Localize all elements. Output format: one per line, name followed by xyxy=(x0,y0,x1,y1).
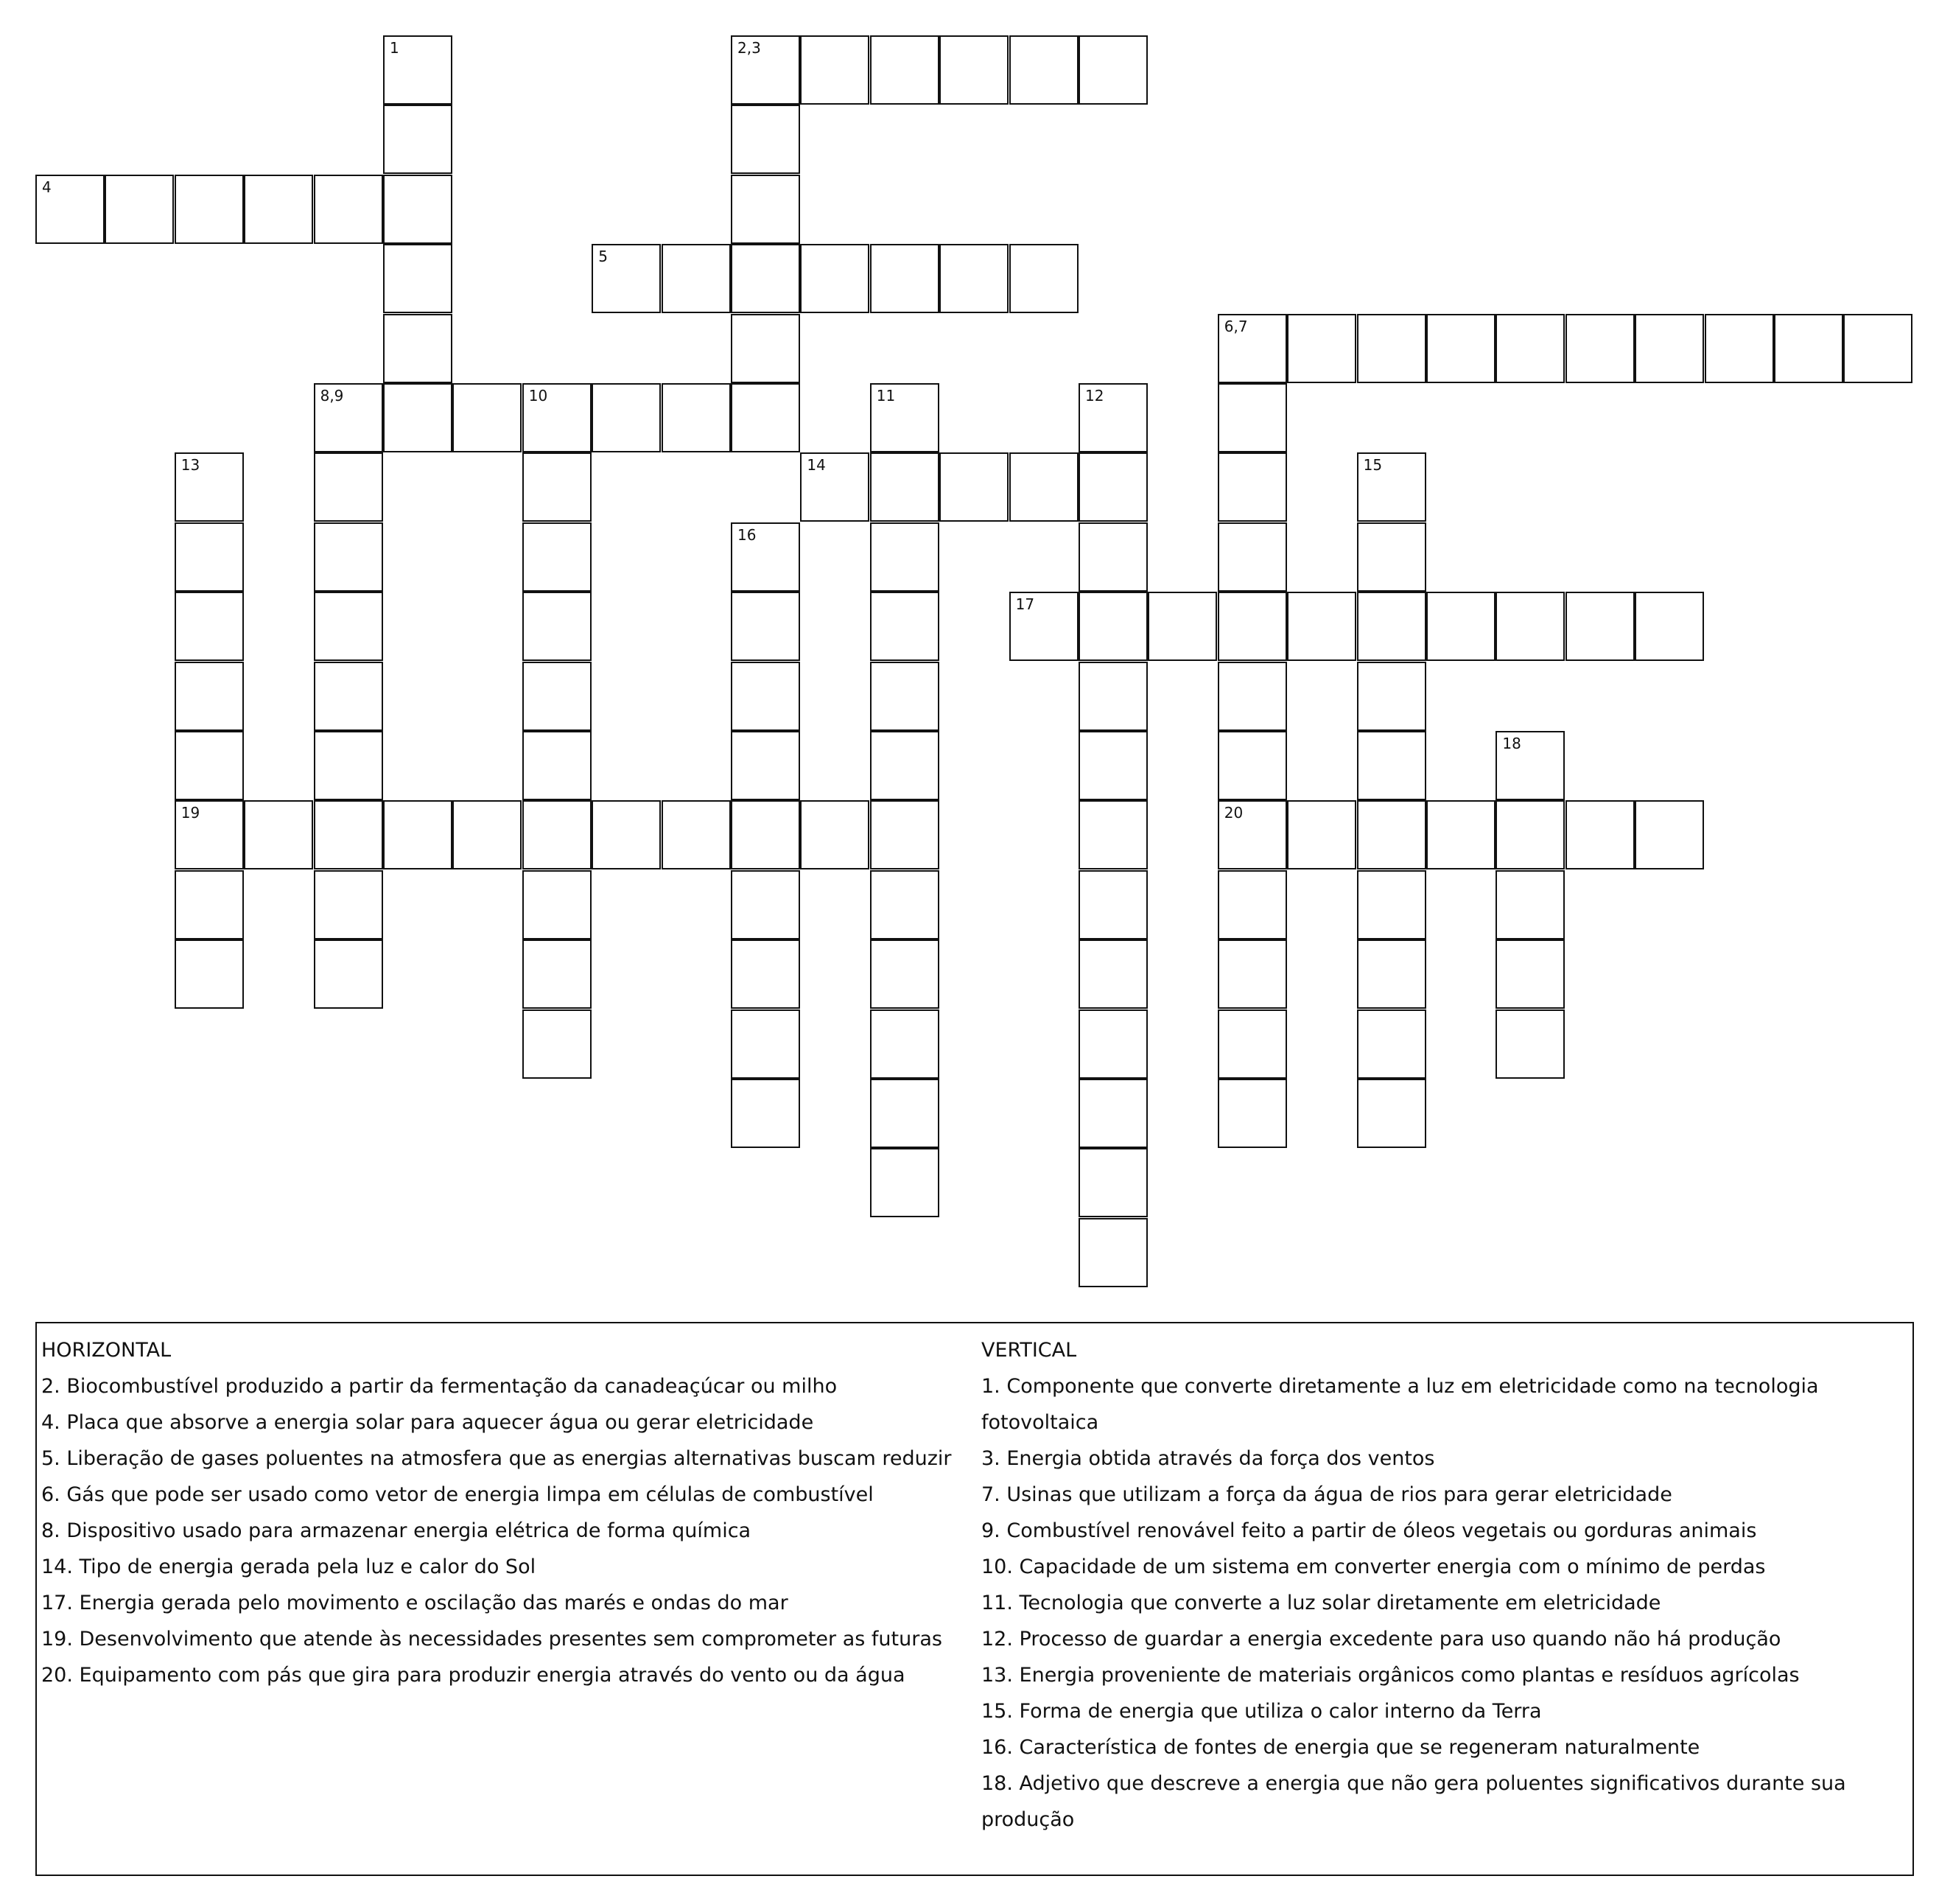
grid-cell[interactable] xyxy=(870,1148,939,1217)
clue-text: 20. Equipamento com pás que gira para produzir energia através do vento ou da água xyxy=(41,1664,905,1687)
grid-cell[interactable] xyxy=(1565,800,1635,869)
grid-cell[interactable] xyxy=(1357,1009,1426,1079)
grid-cell[interactable] xyxy=(1426,592,1496,661)
grid-cell[interactable] xyxy=(1079,452,1148,522)
grid-cell[interactable] xyxy=(314,731,383,800)
horizontal-clues xyxy=(41,1332,977,1693)
grid-cell[interactable] xyxy=(1079,522,1148,592)
grid-cell[interactable] xyxy=(244,800,313,869)
horizontal-heading: HORIZONTAL xyxy=(41,1339,172,1362)
clue-number: 20 xyxy=(1224,804,1244,822)
grid-cell[interactable] xyxy=(870,244,939,313)
grid-cell[interactable] xyxy=(175,939,244,1009)
clue-text: 5. Liberação de gases poluentes na atmosfera que as energias alternativas buscam reduzir xyxy=(41,1447,952,1470)
clue-text: 9. Combustível renovável feito a partir de óleos vegetais ou gorduras animais xyxy=(981,1519,1757,1542)
grid-cell[interactable] xyxy=(383,383,452,452)
clue-number: 5 xyxy=(598,248,608,266)
grid-cell[interactable] xyxy=(870,1079,939,1148)
grid-cell[interactable] xyxy=(1287,314,1356,383)
vertical-clue-list xyxy=(981,1368,1902,1838)
grid-cell[interactable] xyxy=(175,731,244,800)
grid-cell[interactable] xyxy=(1009,35,1079,105)
grid-cell[interactable] xyxy=(592,800,661,869)
grid-cell[interactable] xyxy=(1496,1009,1565,1079)
grid-cell[interactable] xyxy=(1426,314,1496,383)
grid-cell[interactable] xyxy=(1218,662,1287,731)
grid-cell[interactable] xyxy=(731,731,800,800)
grid-cell[interactable] xyxy=(383,244,452,313)
grid-cell[interactable] xyxy=(731,383,800,452)
grid-cell[interactable] xyxy=(1079,592,1148,661)
grid-cell[interactable] xyxy=(1218,452,1287,522)
grid-cell[interactable] xyxy=(1218,731,1287,800)
grid-cell[interactable] xyxy=(939,452,1009,522)
clue-text: 4. Placa que absorve a energia solar para aquecer água ou gerar eletricidade xyxy=(41,1411,814,1434)
clue-text: 14. Tipo de energia gerada pela luz e calor do Sol xyxy=(41,1555,536,1578)
grid-cell[interactable] xyxy=(522,870,592,939)
clue-number: 8,9 xyxy=(320,387,344,405)
grid-cell[interactable] xyxy=(175,662,244,731)
clue-cell-1[interactable] xyxy=(383,35,452,105)
horizontal-clue-list xyxy=(41,1368,977,1693)
grid-cell[interactable] xyxy=(939,244,1009,313)
clue-cell-8-9[interactable] xyxy=(314,383,383,452)
clue-text: 8. Dispositivo usado para armazenar energia elétrica de forma química xyxy=(41,1519,751,1542)
clue-text: 12. Processo de guardar a energia excedente para uso quando não há produção xyxy=(981,1628,1781,1651)
grid-cell[interactable] xyxy=(1079,1218,1148,1287)
grid-cell[interactable] xyxy=(662,244,731,313)
clue-text: 7. Usinas que utilizam a força da água de rios para gerar eletricidade xyxy=(981,1483,1672,1506)
grid-cell[interactable] xyxy=(731,105,800,174)
clue-cell-20[interactable] xyxy=(1218,800,1287,869)
grid-cell[interactable] xyxy=(1426,800,1496,869)
grid-cell[interactable] xyxy=(1565,314,1635,383)
grid-cell[interactable] xyxy=(1079,939,1148,1009)
grid-cell[interactable] xyxy=(1635,592,1704,661)
grid-cell[interactable] xyxy=(870,800,939,869)
grid-cell[interactable] xyxy=(1635,314,1704,383)
clue-number: 17 xyxy=(1015,595,1035,614)
clue-cell-11[interactable] xyxy=(870,383,939,452)
clue-number: 10 xyxy=(528,387,548,405)
clue-cell-17[interactable] xyxy=(1009,592,1079,661)
grid-cell[interactable] xyxy=(522,1009,592,1079)
clue-cell-2-3[interactable] xyxy=(731,35,800,105)
grid-cell[interactable] xyxy=(870,731,939,800)
clues-panel xyxy=(35,1322,1914,1876)
grid-cell[interactable] xyxy=(522,800,592,869)
clue-cell-6-7[interactable] xyxy=(1218,314,1287,383)
grid-cell[interactable] xyxy=(522,731,592,800)
grid-cell[interactable] xyxy=(731,244,800,313)
clue-number: 19 xyxy=(180,804,200,822)
grid-cell[interactable] xyxy=(1079,662,1148,731)
grid-cell[interactable] xyxy=(1357,800,1426,869)
clue-text: 10. Capacidade de um sistema em converter energia com o mínimo de perdas xyxy=(981,1555,1766,1578)
grid-cell[interactable] xyxy=(175,175,244,244)
grid-cell[interactable] xyxy=(800,800,869,869)
clue-text: 15. Forma de energia que utiliza o calor interno da Terra xyxy=(981,1700,1542,1723)
clue-text: 3. Energia obtida através da força dos ventos xyxy=(981,1447,1435,1470)
grid-cell[interactable] xyxy=(1079,870,1148,939)
grid-cell[interactable] xyxy=(383,800,452,869)
grid-cell[interactable] xyxy=(522,522,592,592)
grid-cell[interactable] xyxy=(1218,522,1287,592)
clue-text: 2. Biocombustível produzido a partir da fermentação da canadeaçúcar ou milho xyxy=(41,1375,838,1398)
grid-cell[interactable] xyxy=(1357,870,1426,939)
clue-number: 13 xyxy=(180,456,200,475)
grid-cell[interactable] xyxy=(1843,314,1912,383)
grid-cell[interactable] xyxy=(1357,939,1426,1009)
grid-cell[interactable] xyxy=(1635,800,1704,869)
clue-text: 16. Característica de fontes de energia que se regeneram naturalmente xyxy=(981,1736,1700,1759)
grid-cell[interactable] xyxy=(1774,314,1843,383)
grid-cell[interactable] xyxy=(1218,1009,1287,1079)
grid-cell[interactable] xyxy=(1287,800,1356,869)
clue-number: 2,3 xyxy=(737,39,761,57)
grid-cell[interactable] xyxy=(314,452,383,522)
grid-cell[interactable] xyxy=(731,175,800,244)
clue-cell-14[interactable] xyxy=(800,452,869,522)
grid-cell[interactable] xyxy=(1357,662,1426,731)
grid-cell[interactable] xyxy=(522,662,592,731)
clue-number: 4 xyxy=(42,178,52,196)
grid-cell[interactable] xyxy=(1287,592,1356,661)
grid-cell[interactable] xyxy=(1218,1079,1287,1148)
grid-cell[interactable] xyxy=(1218,870,1287,939)
clue-cell-18[interactable] xyxy=(1496,731,1565,800)
grid-cell[interactable] xyxy=(175,522,244,592)
grid-cell[interactable] xyxy=(314,939,383,1009)
grid-cell[interactable] xyxy=(1079,800,1148,869)
clue-cell-13[interactable] xyxy=(175,452,244,522)
clue-text: 13. Energia proveniente de materiais orgânicos como plantas e resíduos agrícolas xyxy=(981,1664,1800,1687)
clue-cell-10[interactable] xyxy=(522,383,592,452)
clue-cell-15[interactable] xyxy=(1357,452,1426,522)
grid-cell[interactable] xyxy=(800,244,869,313)
grid-cell[interactable] xyxy=(383,175,452,244)
grid-cell[interactable] xyxy=(1357,522,1426,592)
grid-cell[interactable] xyxy=(870,662,939,731)
clue-number: 11 xyxy=(876,387,896,405)
vertical-heading: VERTICAL xyxy=(981,1339,1077,1362)
grid-cell[interactable] xyxy=(1496,314,1565,383)
grid-cell[interactable] xyxy=(314,662,383,731)
grid-cell[interactable] xyxy=(731,870,800,939)
grid-cell[interactable] xyxy=(1496,939,1565,1009)
clue-number: 6,7 xyxy=(1224,317,1248,335)
grid-cell[interactable] xyxy=(1079,1148,1148,1217)
grid-cell[interactable] xyxy=(1079,731,1148,800)
clue-text: 11. Tecnologia que converte a luz solar diretamente em eletricidade xyxy=(981,1592,1661,1614)
grid-cell[interactable] xyxy=(383,105,452,174)
grid-cell[interactable] xyxy=(1079,1079,1148,1148)
clue-text: 1. Componente que converte diretamente a luz em eletricidade como na tecnologia fotovoltaica xyxy=(981,1375,1819,1434)
grid-cell[interactable] xyxy=(1009,244,1079,313)
clue-cell-16[interactable] xyxy=(731,522,800,592)
grid-cell[interactable] xyxy=(731,939,800,1009)
vertical-clues xyxy=(981,1332,1902,1838)
grid-cell[interactable] xyxy=(731,592,800,661)
clue-text: 6. Gás que pode ser usado como vetor de energia limpa em células de combustível xyxy=(41,1483,874,1506)
grid-cell[interactable] xyxy=(870,1009,939,1079)
clue-cell-12[interactable] xyxy=(1079,383,1148,452)
grid-cell[interactable] xyxy=(244,175,313,244)
grid-cell[interactable] xyxy=(314,870,383,939)
clue-number: 15 xyxy=(1363,456,1383,475)
grid-cell[interactable] xyxy=(175,870,244,939)
grid-cell[interactable] xyxy=(314,175,383,244)
clue-number: 12 xyxy=(1085,387,1104,405)
grid-cell[interactable] xyxy=(939,35,1009,105)
grid-cell[interactable] xyxy=(592,383,661,452)
grid-cell[interactable] xyxy=(452,800,522,869)
clue-number: 16 xyxy=(737,525,757,544)
grid-cell[interactable] xyxy=(1218,592,1287,661)
grid-cell[interactable] xyxy=(662,800,731,869)
clue-number: 1 xyxy=(390,39,399,57)
grid-cell[interactable] xyxy=(383,314,452,383)
grid-cell[interactable] xyxy=(870,522,939,592)
grid-cell[interactable] xyxy=(1357,1079,1426,1148)
grid-cell[interactable] xyxy=(1357,731,1426,800)
grid-cell[interactable] xyxy=(1218,939,1287,1009)
grid-cell[interactable] xyxy=(1079,1009,1148,1079)
grid-cell[interactable] xyxy=(870,452,939,522)
clue-text: 18. Adjetivo que descreve a energia que não gera poluentes significativos durante sua produção xyxy=(981,1772,1846,1831)
clue-cell-19[interactable] xyxy=(175,800,244,869)
grid-cell[interactable] xyxy=(1496,800,1565,869)
grid-cell[interactable] xyxy=(105,175,174,244)
grid-cell[interactable] xyxy=(1357,314,1426,383)
grid-cell[interactable] xyxy=(1496,592,1565,661)
grid-cell[interactable] xyxy=(731,1009,800,1079)
clue-text: 19. Desenvolvimento que atende às necessidades presentes sem comprometer as futuras xyxy=(41,1628,942,1651)
grid-cell[interactable] xyxy=(1079,35,1148,105)
grid-cell[interactable] xyxy=(800,35,869,105)
clue-number: 14 xyxy=(807,456,826,475)
grid-cell[interactable] xyxy=(1148,592,1217,661)
grid-cell[interactable] xyxy=(1496,870,1565,939)
grid-cell[interactable] xyxy=(870,870,939,939)
grid-cell[interactable] xyxy=(1565,592,1635,661)
grid-cell[interactable] xyxy=(452,383,522,452)
grid-cell[interactable] xyxy=(1357,592,1426,661)
grid-cell[interactable] xyxy=(870,592,939,661)
grid-cell[interactable] xyxy=(731,800,800,869)
grid-cell[interactable] xyxy=(731,314,800,383)
grid-cell[interactable] xyxy=(1218,383,1287,452)
grid-cell[interactable] xyxy=(522,592,592,661)
grid-cell[interactable] xyxy=(314,800,383,869)
grid-cell[interactable] xyxy=(870,939,939,1009)
clue-text: 17. Energia gerada pelo movimento e oscilação das marés e ondas do mar xyxy=(41,1592,788,1614)
clue-number: 18 xyxy=(1502,735,1521,752)
grid-cell[interactable] xyxy=(731,662,800,731)
clue-cell-5[interactable] xyxy=(592,244,661,313)
grid-cell[interactable] xyxy=(731,1079,800,1148)
grid-cell[interactable] xyxy=(314,592,383,661)
clue-cell-4[interactable] xyxy=(35,175,105,244)
grid-cell[interactable] xyxy=(522,939,592,1009)
grid-cell[interactable] xyxy=(522,452,592,522)
grid-cell[interactable] xyxy=(662,383,731,452)
grid-cell[interactable] xyxy=(314,522,383,592)
grid-cell[interactable] xyxy=(870,35,939,105)
grid-cell[interactable] xyxy=(175,592,244,661)
grid-cell[interactable] xyxy=(1009,452,1079,522)
grid-cell[interactable] xyxy=(1705,314,1774,383)
